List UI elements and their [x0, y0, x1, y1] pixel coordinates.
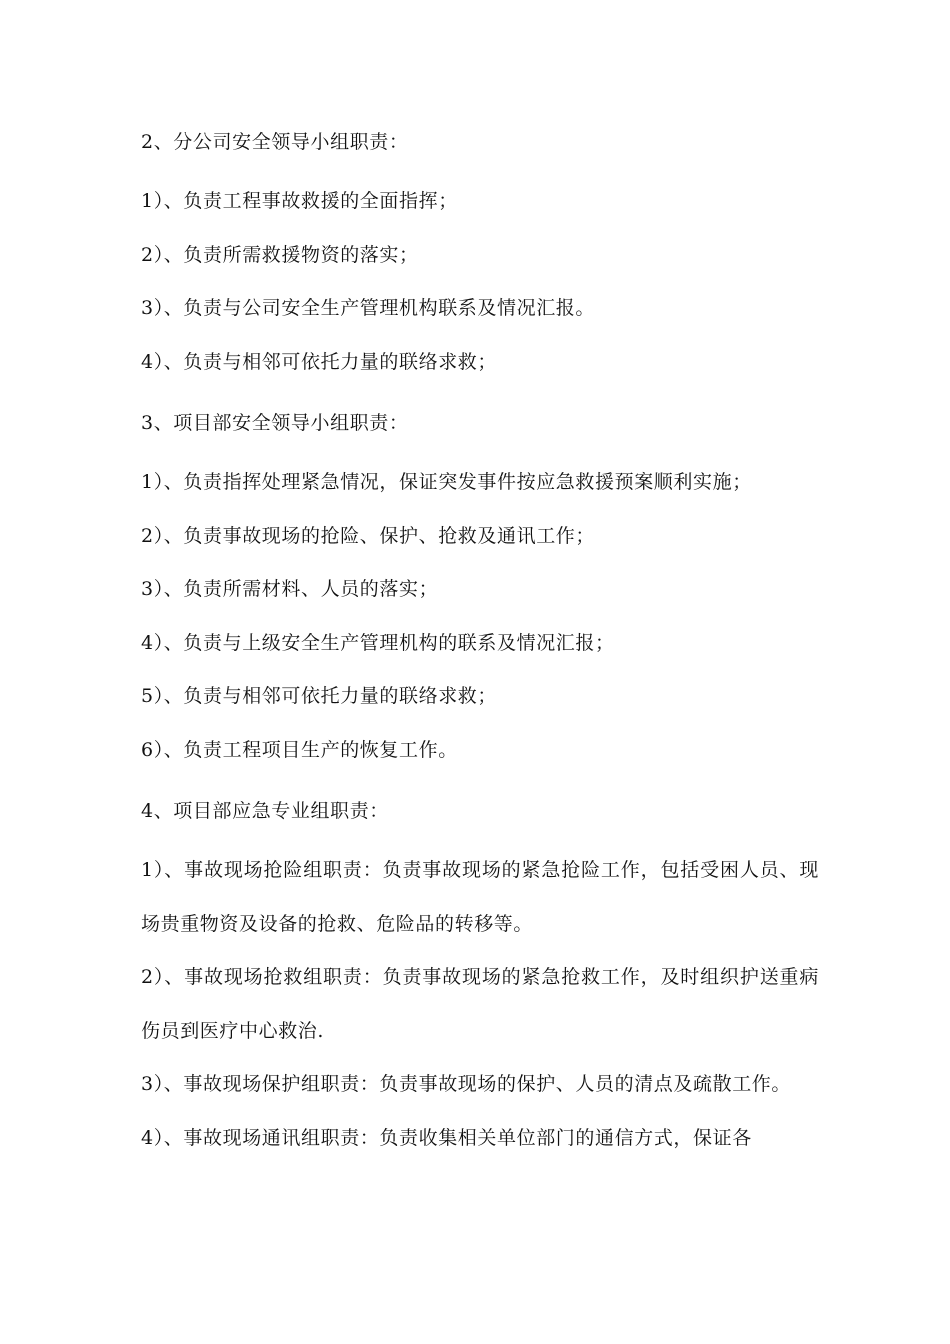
list-item: 5）、负责与相邻可依托力量的联络求救；	[141, 685, 497, 707]
list-item: 1）、负责工程事故救援的全面指挥；	[141, 190, 458, 212]
list-item: 2）、事故现场抢救组职责：负责事故现场的紧急抢救工作，及时组织护送重病伤员到医疗中心救治.	[141, 966, 819, 1042]
list-item: 4）、事故现场通讯组职责：负责收集相关单位部门的通信方式，保证各	[141, 1126, 752, 1149]
list-item: 2）、负责所需救援物资的落实；	[141, 243, 419, 266]
section-heading: 3、项目部安全领导小组职责：	[141, 412, 409, 434]
list-item: 6）、负责工程项目生产的恢复工作。	[141, 738, 458, 761]
list-item: 3）、负责与公司安全生产管理机构联系及情况汇报。	[141, 297, 595, 319]
list-item: 3）、事故现场保护组职责：负责事故现场的保护、人员的清点及疏散工作。	[141, 1073, 791, 1095]
document-body	[141, 122, 819, 1165]
section-project-safety-group	[141, 403, 819, 777]
list-item: 4）、负责与上级安全生产管理机构的联系及情况汇报；	[141, 631, 615, 654]
list-item: 4）、负责与相邻可依托力量的联络求救；	[141, 350, 497, 373]
section-heading: 2、分公司安全领导小组职责：	[141, 131, 409, 153]
section-branch-safety-group	[141, 122, 819, 389]
section-spacer	[141, 777, 819, 791]
section-emergency-teams	[141, 791, 819, 1165]
list-item: 1）、事故现场抢险组职责：负责事故现场的紧急抢险工作，包括受困人员、现场贵重物资及设备的抢救、危险品的转移等。	[141, 859, 819, 935]
section-heading: 4、项目部应急专业组职责：	[141, 800, 389, 822]
list-item: 1）、负责指挥处理紧急情况，保证突发事件按应急救援预案顺利实施；	[141, 471, 752, 493]
list-item: 3）、负责所需材料、人员的落实；	[141, 578, 439, 600]
section-spacer	[141, 389, 819, 403]
list-item: 2）、负责事故现场的抢险、保护、抢救及通讯工作；	[141, 524, 595, 547]
